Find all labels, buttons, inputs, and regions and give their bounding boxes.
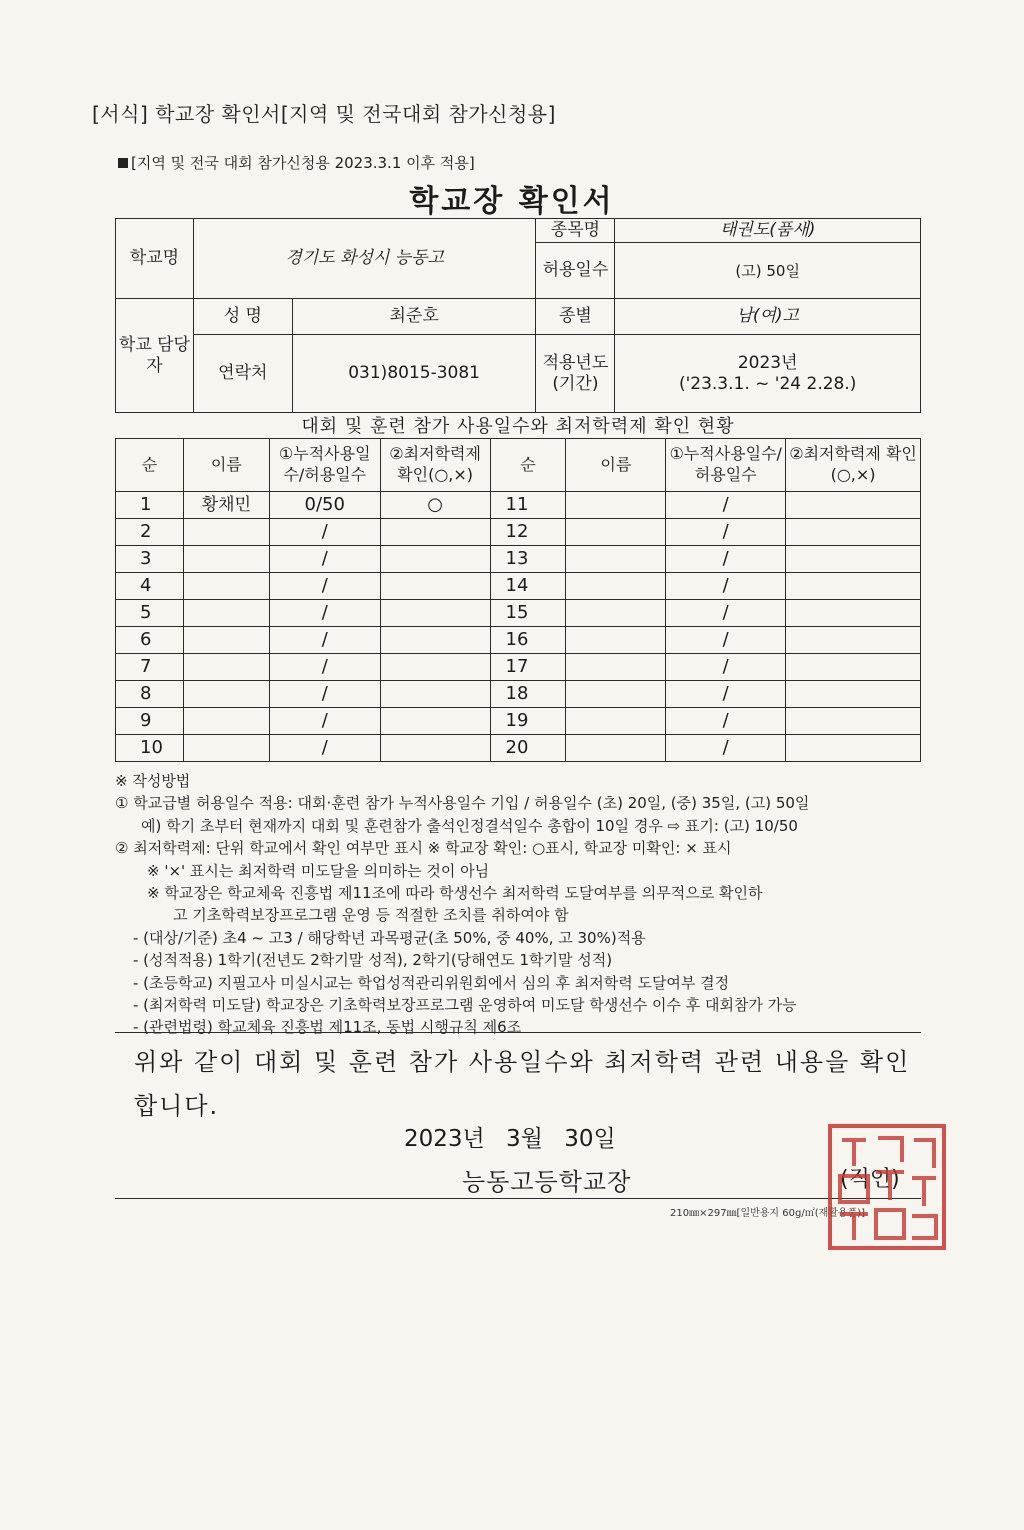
- row-academic: [380, 735, 490, 762]
- note-line: ※ 작성방법: [115, 772, 191, 790]
- row-name: [183, 600, 269, 627]
- row-academic: [380, 681, 490, 708]
- row-days: /: [269, 735, 380, 762]
- row-days: /: [269, 654, 380, 681]
- row-academic-right: [786, 600, 921, 627]
- row-academic: [380, 627, 490, 654]
- row-name-right: [566, 627, 666, 654]
- row-academic-right: [786, 735, 921, 762]
- row-days-right: /: [666, 708, 786, 735]
- year-label: 적용년도 (기간): [536, 335, 615, 413]
- row-days-right: /: [666, 654, 786, 681]
- row-no-right: 11: [490, 492, 566, 519]
- row-days-right: /: [666, 735, 786, 762]
- header-days: ①누적사용일수/허용일수: [269, 439, 380, 492]
- row-days-right: /: [666, 681, 786, 708]
- row-no-right: 12: [490, 519, 566, 546]
- row-days: /: [269, 546, 380, 573]
- apply-note-text: [지역 및 전국 대회 참가신청용 2023.3.1 이후 적용]: [131, 154, 475, 172]
- row-no: 5: [116, 600, 184, 627]
- table-subtitle: 대회 및 훈련 참가 사용일수와 최저학력제 확인 현황: [301, 416, 735, 437]
- contact-value: 031)8015-3081: [292, 335, 536, 413]
- header-no-right: 순: [490, 439, 566, 492]
- row-name: [183, 708, 269, 735]
- row-days: /: [269, 708, 380, 735]
- row-days: /: [269, 519, 380, 546]
- year-cell: [615, 335, 921, 413]
- header-academic-right: ②최저학력제 확인(○,×): [786, 439, 921, 492]
- row-academic: [380, 573, 490, 600]
- table-row: [116, 573, 921, 600]
- paper-size-note: 210㎜×297㎜[일반용지 60g/㎡(재활용품)]: [670, 1208, 866, 1219]
- note-line: 고 기초학력보장프로그램 운영 등 적절한 조치를 취하여야 함: [173, 906, 569, 925]
- note-line: ① 학교급별 허용일수 적용: 대회·훈련 참가 누적사용일수 기입 / 허용일수 (초) 20일, (중) 35일, (고) 50일: [115, 794, 810, 813]
- table-row: [116, 681, 921, 708]
- header-days-right: ①누적사용일수/허용일수: [666, 439, 786, 492]
- row-name-right: [566, 708, 666, 735]
- table-row: [116, 519, 921, 546]
- row-name-right: [566, 573, 666, 600]
- header-name-right: 이름: [566, 439, 666, 492]
- row-name: [183, 546, 269, 573]
- row-days-right: /: [666, 573, 786, 600]
- school-label: 학교명: [116, 219, 194, 299]
- issue-date: 2023년 3월 30일: [404, 1126, 616, 1152]
- school-seal-icon: [826, 1122, 948, 1252]
- row-name: [183, 627, 269, 654]
- days-value: (고) 50일: [615, 243, 921, 299]
- row-name-right: [566, 492, 666, 519]
- row-days-right: /: [666, 600, 786, 627]
- name-label: 성 명: [193, 299, 292, 335]
- period-value: ('23.3.1. ~ '24 2.28.): [678, 373, 857, 394]
- row-days-right: /: [666, 492, 786, 519]
- note-line: 예) 학기 초부터 현재까지 대회 및 훈련참가 출석인정결석일수 총합이 10일 경우 ⇨ 표기: (고) 10/50: [141, 816, 798, 835]
- row-days: /: [269, 600, 380, 627]
- table-row: [116, 654, 921, 681]
- note-line: ② 최저학력제: 단위 학교에서 확인 여부만 표시 ※ 학교장 확인: ○표시, 학교장 미확인: × 표시: [115, 839, 732, 858]
- row-no-right: 15: [490, 600, 566, 627]
- row-name: [183, 573, 269, 600]
- row-academic: [380, 600, 490, 627]
- table-row: [116, 492, 921, 519]
- row-academic-right: [786, 627, 921, 654]
- student-list-table: [115, 438, 921, 762]
- apply-note: [118, 152, 475, 173]
- row-no-right: 14: [490, 573, 566, 600]
- note-line: - (관련법령) 학교체육 진흥법 제11조, 동법 시행규칙 제6조: [133, 1018, 522, 1037]
- row-no: 7: [116, 654, 184, 681]
- stamp-label: (직인): [840, 1167, 900, 1192]
- row-no: 1: [116, 492, 184, 519]
- contact-label: 연락처: [193, 335, 292, 413]
- note-line: ※ 학교장은 학교체육 진흥법 제11조에 따라 학생선수 최저학력 도달여부를 의무적으로 확인하: [147, 884, 763, 903]
- row-no-right: 16: [490, 627, 566, 654]
- school-info-table: [115, 218, 921, 413]
- table-row: [116, 546, 921, 573]
- row-name-right: [566, 735, 666, 762]
- note-line: ※ '×' 표시는 최저학력 미도달을 의미하는 것이 아님: [147, 861, 490, 880]
- divider-top: [115, 1032, 921, 1033]
- row-name: [183, 735, 269, 762]
- row-no: 6: [116, 627, 184, 654]
- row-no: 10: [116, 735, 184, 762]
- type-value: 남(여)고: [615, 299, 921, 335]
- note-line: - (대상/기준) 초4 ~ 고3 / 해당학년 과목평균(초 50%, 중 40%, 고 30%)적용: [133, 928, 646, 947]
- confirm-line-1: 위와 같이 대회 및 훈련 참가 사용일수와 최저학력 관련 내용을 확인: [134, 1048, 911, 1076]
- row-academic: ○: [380, 492, 490, 519]
- header-name: 이름: [183, 439, 269, 492]
- table-row: [116, 627, 921, 654]
- row-academic-right: [786, 654, 921, 681]
- note-line: - (성적적용) 1학기(전년도 2학기말 성적), 2학기(당해연도 1학기말 성적): [133, 951, 613, 970]
- row-name-right: [566, 519, 666, 546]
- row-no: 9: [116, 708, 184, 735]
- row-academic-right: [786, 492, 921, 519]
- form-tag: [서식] 학교장 확인서[지역 및 전국대회 참가신청용]: [92, 102, 556, 126]
- table-row: [116, 735, 921, 762]
- confirm-statement: [134, 1040, 914, 1128]
- row-no-right: 20: [490, 735, 566, 762]
- row-academic-right: [786, 573, 921, 600]
- principal-title: 능동고등학교장: [462, 1168, 632, 1196]
- row-no-right: 13: [490, 546, 566, 573]
- row-name-right: [566, 600, 666, 627]
- table-row: [116, 708, 921, 735]
- row-no: 3: [116, 546, 184, 573]
- row-days: /: [269, 627, 380, 654]
- row-academic-right: [786, 708, 921, 735]
- row-name: [183, 519, 269, 546]
- name-value: 최준호: [292, 299, 536, 335]
- row-no: 8: [116, 681, 184, 708]
- manager-label: 학교 담당자: [116, 299, 194, 413]
- row-no: 4: [116, 573, 184, 600]
- row-name-right: [566, 681, 666, 708]
- square-bullet-icon: [118, 158, 128, 168]
- row-academic-right: [786, 546, 921, 573]
- row-academic-right: [786, 681, 921, 708]
- note-line: - (초등학교) 지필고사 미실시교는 학업성적관리위원회에서 심의 후 최저학력 도달여부 결정: [133, 973, 730, 992]
- row-academic-right: [786, 519, 921, 546]
- row-no: 2: [116, 519, 184, 546]
- event-value: 태권도(품새): [615, 219, 921, 243]
- writing-instructions: [115, 770, 925, 1039]
- page-title: 학교장 확인서: [409, 184, 615, 219]
- row-no-right: 17: [490, 654, 566, 681]
- row-name: [183, 681, 269, 708]
- school-value: 경기도 화성시 능동고: [193, 219, 536, 299]
- row-name: 황채민: [183, 492, 269, 519]
- confirm-line-2: 합니다.: [134, 1092, 220, 1120]
- days-label: 허용일수: [536, 243, 615, 299]
- row-days-right: /: [666, 627, 786, 654]
- year-value: 2023년: [737, 353, 798, 374]
- row-name-right: [566, 546, 666, 573]
- row-academic: [380, 708, 490, 735]
- divider-bottom: [115, 1198, 921, 1199]
- row-academic: [380, 519, 490, 546]
- row-days-right: /: [666, 546, 786, 573]
- row-days: /: [269, 681, 380, 708]
- row-no-right: 19: [490, 708, 566, 735]
- table-row: [116, 600, 921, 627]
- row-no-right: 18: [490, 681, 566, 708]
- event-label: 종목명: [536, 219, 615, 243]
- header-academic: ②최저학력제 확인(○,×): [380, 439, 490, 492]
- row-days: 0/50: [269, 492, 380, 519]
- type-label: 종별: [536, 299, 615, 335]
- row-days-right: /: [666, 519, 786, 546]
- row-name: [183, 654, 269, 681]
- row-name-right: [566, 654, 666, 681]
- row-academic: [380, 654, 490, 681]
- row-academic: [380, 546, 490, 573]
- note-line: - (최저학력 미도달) 학교장은 기초학력보장프로그램 운영하여 미도달 학생선수 이수 후 대회참가 가능: [133, 996, 797, 1015]
- header-no: 순: [116, 439, 184, 492]
- row-days: /: [269, 573, 380, 600]
